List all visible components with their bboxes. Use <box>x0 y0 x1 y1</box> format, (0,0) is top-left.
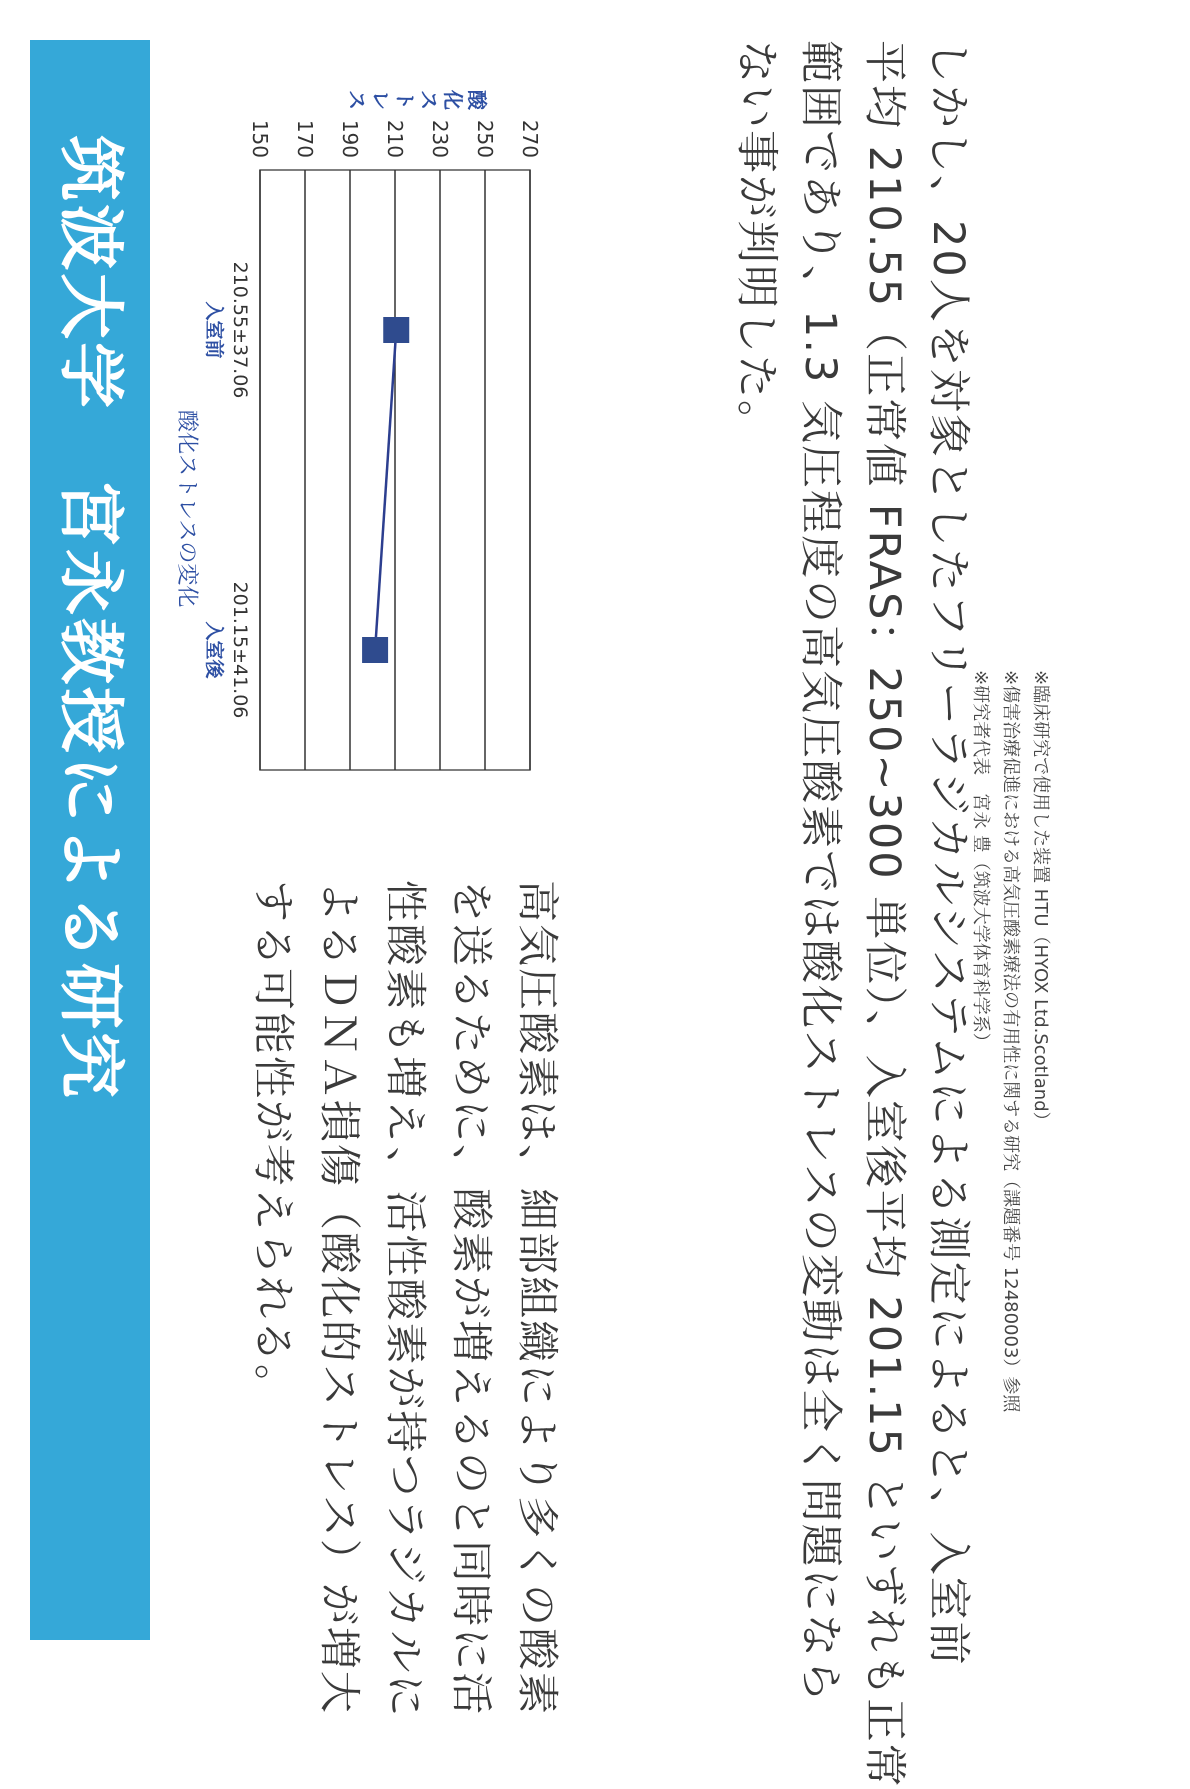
category-label: 入室後 <box>203 621 225 679</box>
y-tick-labels <box>248 120 542 158</box>
title-banner <box>30 40 150 1640</box>
oxidative-stress-chart <box>160 50 550 810</box>
footnote: ※臨床研究で使用した装置 HTU（HYOX Ltd.Scotland） <box>1030 670 1051 1130</box>
paragraph-line: 平均 210.55（正常値 FRAS：250~300 単位）、入室後平均 201.15 といずれも正常 <box>859 40 909 1789</box>
paragraph-line: 範囲であり、1.3 気圧程度の高気圧酸素では酸化ストレスの変動は全く問題になら <box>795 40 845 1704</box>
x-category-labels <box>203 262 251 719</box>
footnote: ※傷害治療促進における高気圧酸素療法の有用性に関する研究（課題番号 12480003）参照 <box>1000 670 1021 1413</box>
paragraph-line: ない事が判明した。 <box>731 40 781 445</box>
y-tick-label: 270 <box>518 119 542 158</box>
paragraph-result <box>724 40 980 1789</box>
y-axis-label-char: ス <box>417 90 441 110</box>
y-axis-label-char: レ <box>369 90 393 110</box>
data-point <box>383 317 409 343</box>
data-point <box>362 637 388 663</box>
y-axis-label-char: 化 <box>441 90 465 110</box>
y-tick-label: 170 <box>293 119 317 158</box>
paragraph-line: よるＤＮＡ損傷（酸化的ストレス）が増大 <box>315 880 364 1715</box>
paragraph-line: する可能性が考えられる。 <box>249 880 298 1409</box>
paragraph-line: 性酸素も増え、活性酸素が持つラジカルに <box>381 880 430 1719</box>
y-tick-label: 190 <box>338 119 362 158</box>
y-tick-label: 150 <box>248 119 272 158</box>
chart-title: 酸化ストレスの変化 <box>174 410 199 608</box>
paragraph-line: 高気圧酸素は、細部組織により多くの酸素 <box>513 880 562 1717</box>
footnote: ※研究者代表 宮永 豊（筑波大学体育科学系） <box>970 670 991 1051</box>
category-value: 201.15±41.06 <box>229 581 251 719</box>
y-tick-label: 230 <box>428 119 452 158</box>
y-axis-label-char: 酸 <box>465 90 489 110</box>
y-tick-label: 250 <box>473 119 497 158</box>
paragraph-intro <box>240 880 570 1719</box>
y-axis-label-char: ス <box>345 90 369 110</box>
category-value: 210.55±37.06 <box>229 261 251 399</box>
y-tick-label: 210 <box>383 119 407 158</box>
y-axis-label-char: ト <box>393 90 417 110</box>
y-axis-label <box>345 89 489 111</box>
category-label: 入室前 <box>203 301 225 359</box>
paragraph-line: を送るために、酸素が増えるのと同時に活 <box>447 880 496 1717</box>
page-title: 筑波大学 宮永教授による研究 <box>52 135 129 1101</box>
paragraph-line: しかし、20人を対象としたフリーラジカルシステムによる測定によると、入室前 <box>923 40 973 1667</box>
